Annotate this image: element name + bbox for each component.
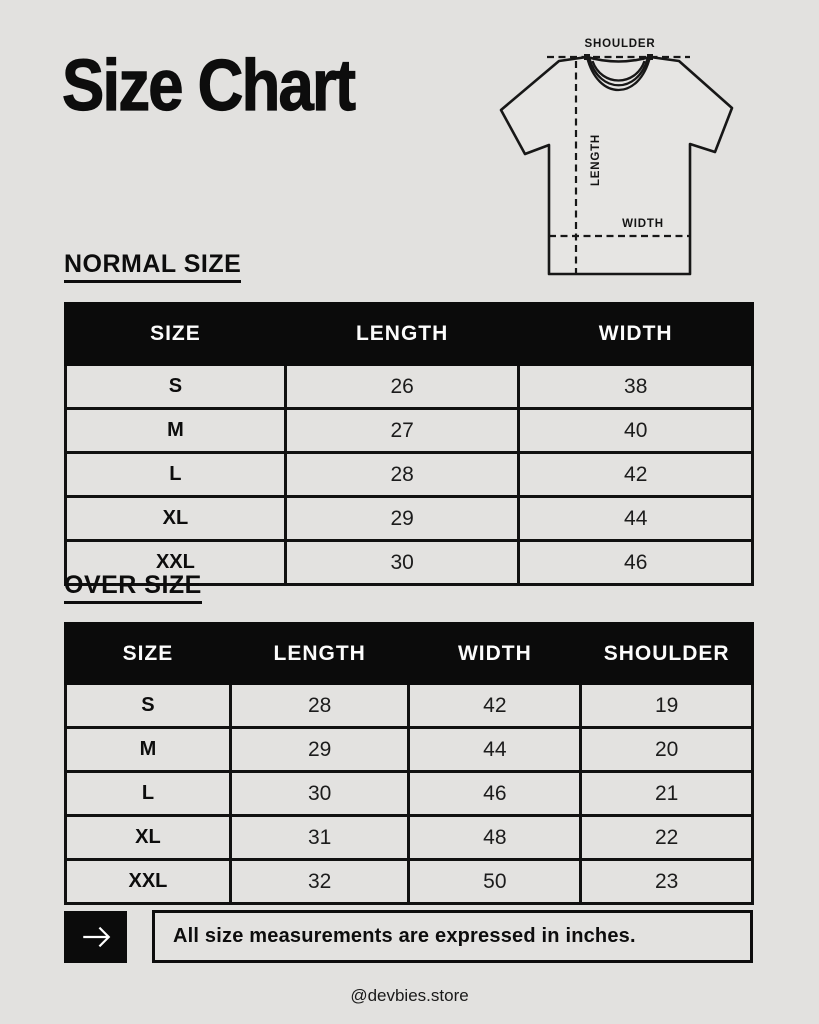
over-size-heading: OVER SIZE [64,573,202,604]
size-cell: XL [66,816,231,860]
shoulder-label: SHOULDER [584,38,656,50]
table-row [66,409,753,453]
size-cell: L [66,772,231,816]
width-cell: 42 [409,684,581,728]
table-header-row [66,304,753,365]
shoulder-cell: 19 [581,684,753,728]
column-header-size: SIZE [66,304,286,365]
column-header-length: LENGTH [285,304,519,365]
length-cell: 29 [230,728,409,772]
size-cell: M [66,409,286,453]
length-cell: 28 [285,453,519,497]
width-cell: 48 [409,816,581,860]
width-cell: 46 [519,541,753,585]
table-row [66,497,753,541]
normal-size-table [64,302,754,586]
column-header-size: SIZE [66,624,231,684]
tshirt-measurement-diagram [483,18,783,288]
shoulder-cell: 20 [581,728,753,772]
size-cell: XXL [66,860,231,904]
width-label: WIDTH [622,218,664,230]
note-arrow-box [64,911,127,963]
arrow-right-icon [76,920,116,954]
size-cell: L [66,453,286,497]
column-header-length: LENGTH [230,624,409,684]
table-row [66,365,753,409]
table-row [66,860,753,904]
width-cell: 42 [519,453,753,497]
size-cell: XXL [66,541,286,585]
width-cell: 50 [409,860,581,904]
shoulder-cell: 22 [581,816,753,860]
length-cell: 31 [230,816,409,860]
table-row [66,816,753,860]
shoulder-cell: 23 [581,860,753,904]
length-label: LENGTH [590,133,602,187]
width-cell: 44 [519,497,753,541]
column-header-width: WIDTH [519,304,753,365]
length-cell: 30 [230,772,409,816]
size-cell: S [66,684,231,728]
width-cell: 44 [409,728,581,772]
length-cell: 32 [230,860,409,904]
store-handle: @devbies.store [350,986,469,1005]
table-row [66,684,753,728]
table-row [66,728,753,772]
measurement-note-box [152,910,753,963]
size-cell: XL [66,497,286,541]
column-header-width: WIDTH [409,624,581,684]
table-header-row [66,624,753,684]
length-cell: 26 [285,365,519,409]
length-cell: 29 [285,497,519,541]
width-cell: 38 [519,365,753,409]
table-row [66,772,753,816]
collar-left-marker [584,54,590,60]
collar-right-marker [647,54,653,60]
normal-size-heading: NORMAL SIZE [64,252,241,283]
length-cell: 30 [285,541,519,585]
size-cell: M [66,728,231,772]
length-cell: 28 [230,684,409,728]
table-row [66,453,753,497]
measurement-note-text: All size measurements are expressed in inches. [173,925,636,947]
shoulder-cell: 21 [581,772,753,816]
over-size-table [64,622,754,905]
width-cell: 46 [409,772,581,816]
length-cell: 27 [285,409,519,453]
size-cell: S [66,365,286,409]
column-header-shoulder: SHOULDER [581,624,753,684]
page-title: Size Chart [62,46,355,126]
width-cell: 40 [519,409,753,453]
